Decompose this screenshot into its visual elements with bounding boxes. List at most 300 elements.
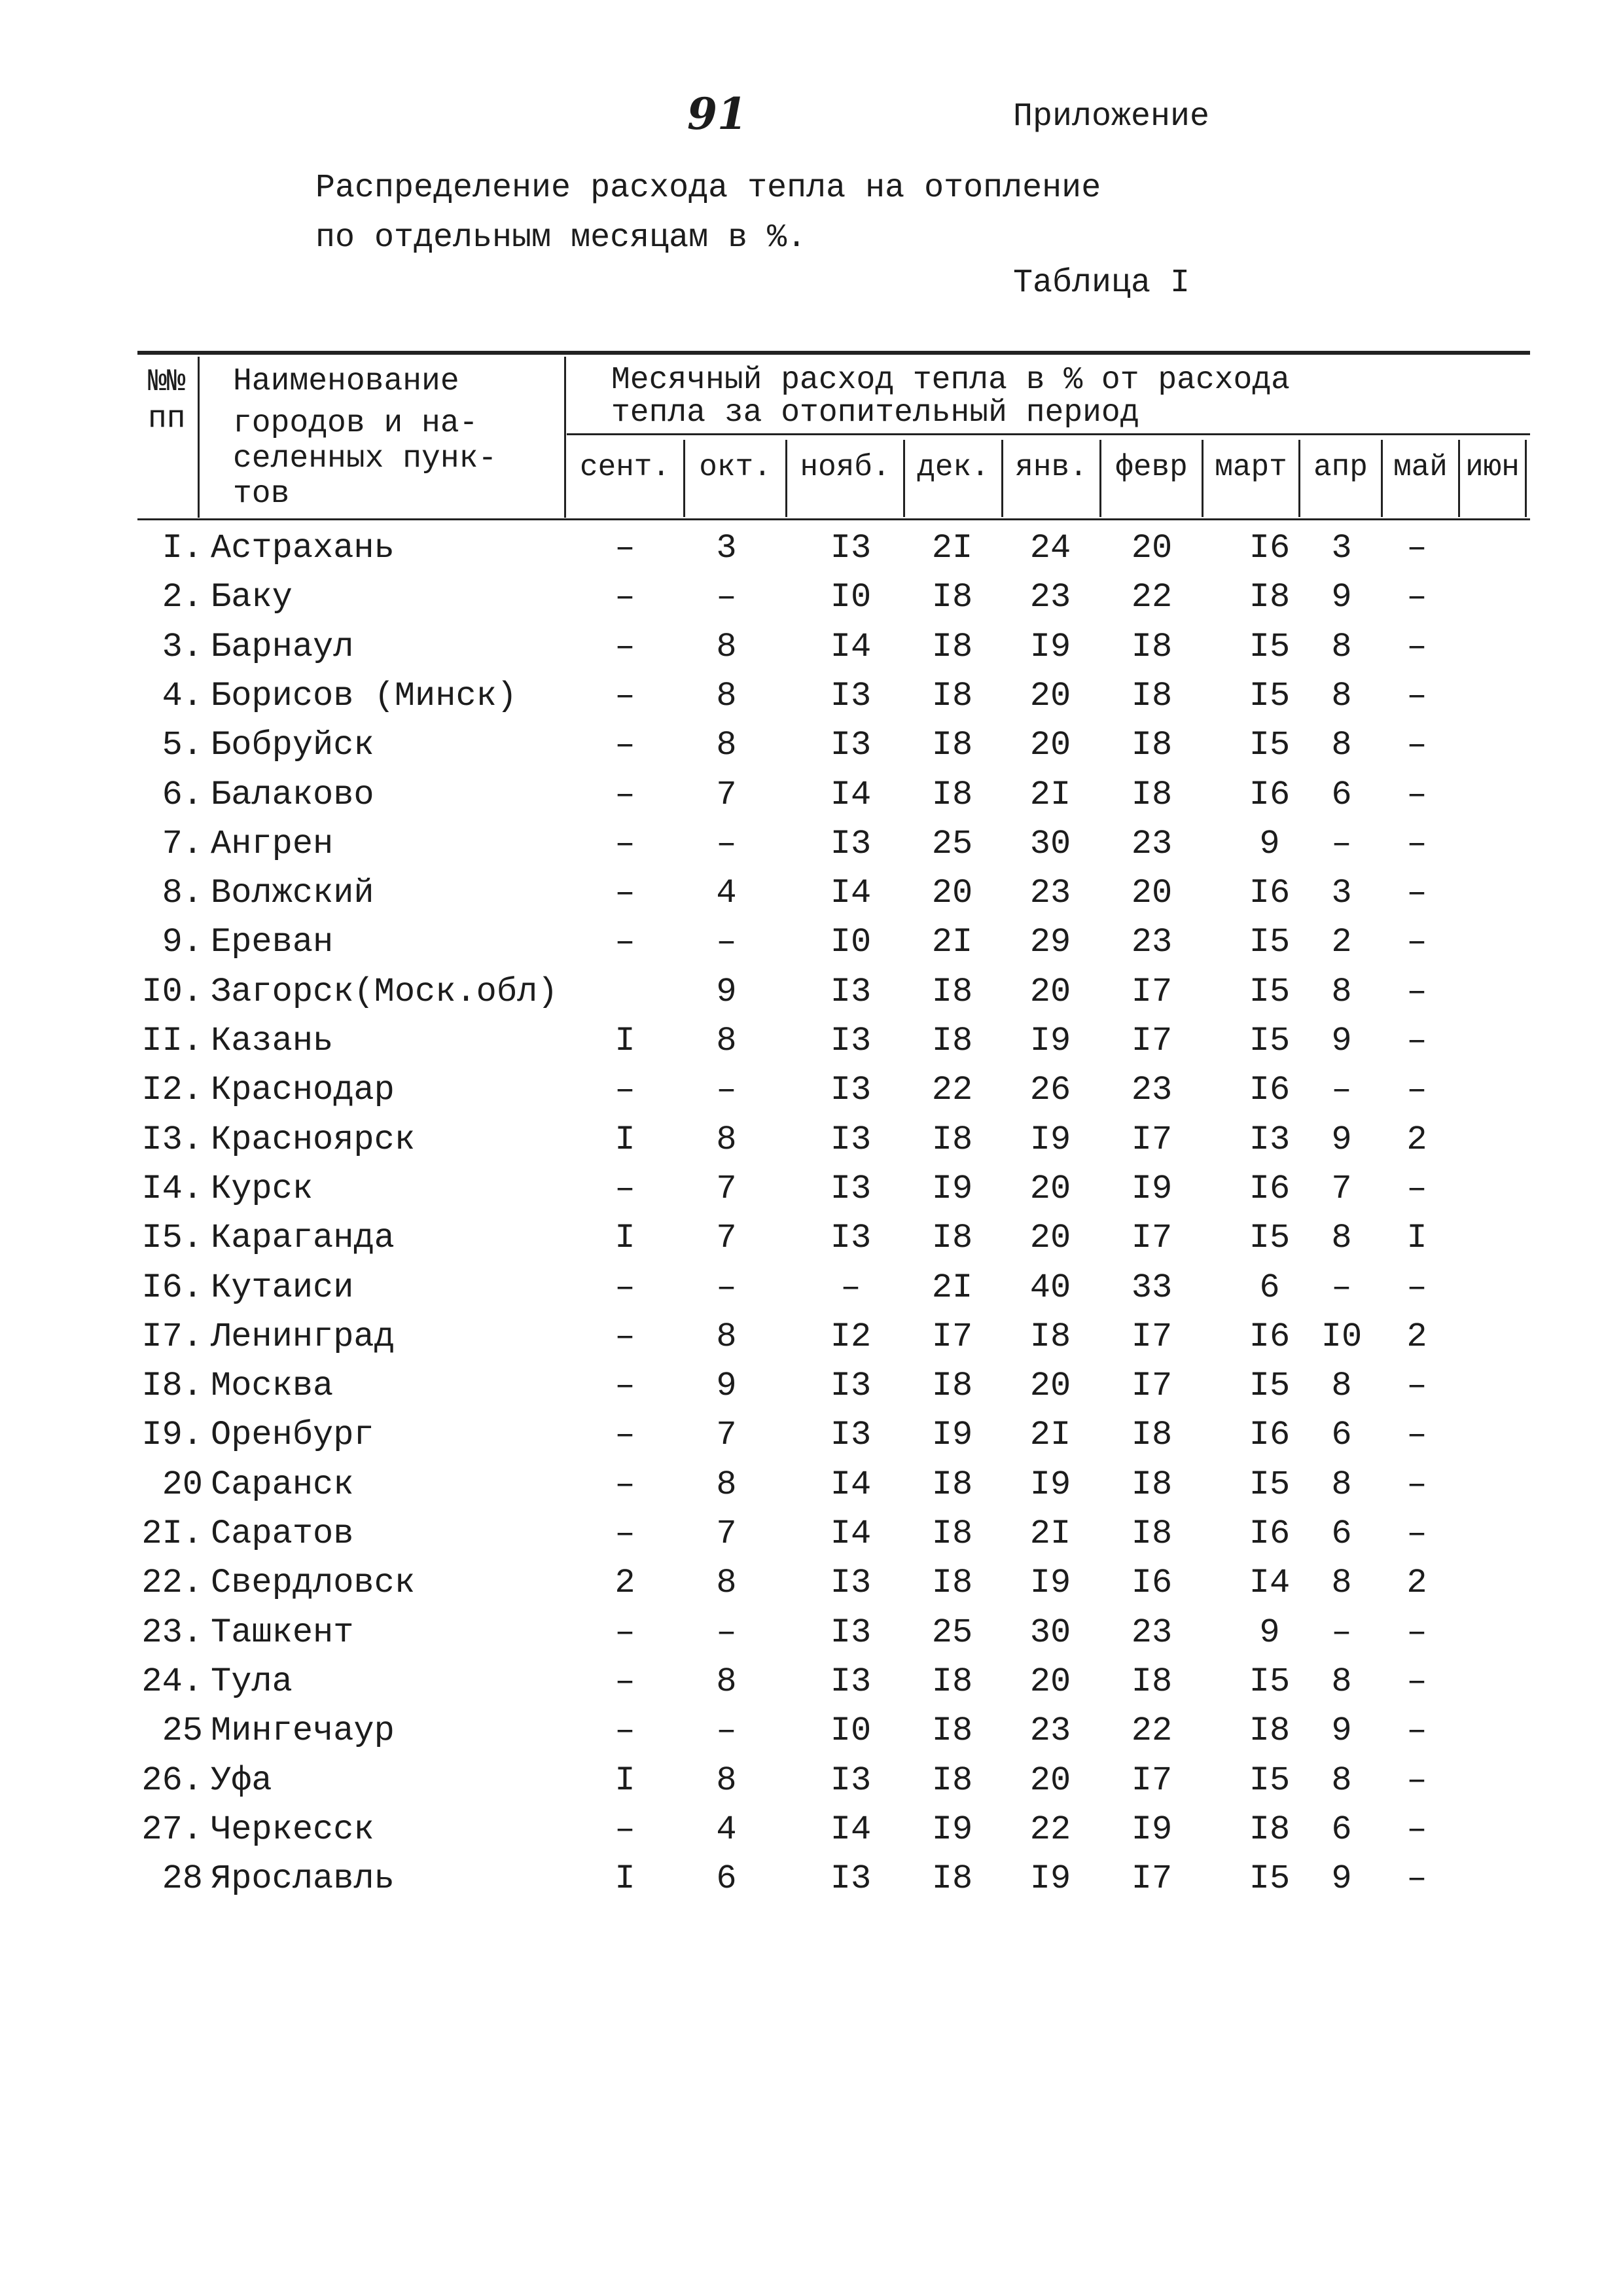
cell-sep: – (615, 1268, 635, 1307)
cell-apr: – (1331, 1268, 1352, 1307)
cell-apr: 8 (1331, 1662, 1352, 1701)
cell-apr: 3 (1331, 874, 1352, 913)
cell-oct: 7 (716, 775, 737, 814)
cell-dec: I8 (931, 1515, 973, 1553)
cell-jan: 2I (1029, 1515, 1071, 1553)
cell-feb: 22 (1131, 1712, 1173, 1751)
cell-dec: I8 (931, 1367, 973, 1406)
cell-mar: I6 (1249, 775, 1291, 814)
cell-apr: – (1331, 1613, 1352, 1652)
cell-sep: – (615, 627, 635, 666)
row-city: Загорск(Моск.обл) (211, 972, 558, 1011)
cell-mar: I6 (1249, 1515, 1291, 1553)
row-number: I4. (141, 1169, 203, 1208)
cell-sep: I (615, 1022, 635, 1060)
cell-apr: 3 (1331, 529, 1352, 567)
num-column-divider (198, 357, 200, 518)
title-line-2: по отдельным месяцам в %. (315, 219, 807, 257)
cell-oct: 8 (716, 1465, 737, 1504)
cell-sep: – (615, 1169, 635, 1208)
cell-feb: 23 (1131, 923, 1173, 962)
cell-oct: 8 (716, 726, 737, 765)
row-city: Ангрен (211, 824, 334, 863)
cell-nov: I4 (830, 775, 872, 814)
cell-jan: 20 (1029, 1219, 1071, 1258)
cell-feb: I7 (1131, 1120, 1173, 1159)
cell-feb: I8 (1131, 1416, 1173, 1455)
cell-oct: – (716, 1613, 737, 1652)
table-row (0, 869, 1623, 918)
cell-may: – (1406, 1367, 1427, 1406)
cell-may: – (1406, 1416, 1427, 1455)
cell-oct: 9 (716, 972, 737, 1011)
table-row (0, 1263, 1623, 1312)
cell-mar: I5 (1249, 1022, 1291, 1060)
cell-apr: 6 (1331, 1810, 1352, 1849)
cell-nov: I3 (830, 676, 872, 715)
cell-apr: 2 (1331, 923, 1352, 962)
table-row (0, 1756, 1623, 1805)
cell-sep: – (615, 1515, 635, 1553)
cell-feb: I8 (1131, 676, 1173, 715)
cell-nov: I3 (830, 1613, 872, 1652)
cell-oct: – (716, 578, 737, 617)
row-number: 4. (162, 676, 203, 715)
cell-mar: I3 (1249, 1120, 1291, 1159)
cell-mar: I6 (1249, 529, 1291, 567)
cell-nov: I3 (830, 1662, 872, 1701)
cell-jan: I9 (1029, 627, 1071, 666)
cell-jan: 26 (1029, 1071, 1071, 1110)
cell-jan: I9 (1029, 1465, 1071, 1504)
row-city: Краснодар (211, 1071, 395, 1110)
cell-nov: I3 (830, 529, 872, 567)
cell-may: – (1406, 627, 1427, 666)
cell-oct: 3 (716, 529, 737, 567)
table-row (0, 1066, 1623, 1115)
cell-feb: I7 (1131, 1859, 1173, 1899)
cell-apr: 8 (1331, 972, 1352, 1011)
cell-dec: I8 (931, 775, 973, 814)
cell-nov: I2 (830, 1317, 872, 1356)
cell-dec: 2I (931, 1268, 973, 1307)
row-city: Ташкент (211, 1613, 354, 1652)
month-header-nov: нояб. (800, 450, 891, 484)
cell-nov: I3 (830, 1564, 872, 1603)
cell-nov: I4 (830, 1465, 872, 1504)
header-group (611, 364, 1290, 429)
cell-jan: 23 (1029, 874, 1071, 913)
row-city: Оренбург (211, 1416, 374, 1455)
cell-dec: I8 (931, 1022, 973, 1060)
cell-oct: 8 (716, 1022, 737, 1060)
cell-dec: I8 (931, 1219, 973, 1258)
cell-dec: 22 (931, 1071, 973, 1110)
row-city: Казань (211, 1022, 334, 1060)
cell-may: – (1406, 1268, 1427, 1307)
cell-may: – (1406, 1761, 1427, 1800)
table-row (0, 1164, 1623, 1213)
cell-oct: – (716, 1712, 737, 1751)
table-row (0, 1657, 1623, 1706)
cell-jan: 20 (1029, 1662, 1071, 1701)
month-header-dec: дек. (917, 450, 990, 484)
cell-oct: 8 (716, 1120, 737, 1159)
table-right-edge (1525, 440, 1527, 517)
month-header-jan: янв. (1015, 450, 1088, 484)
cell-apr: 9 (1331, 1712, 1352, 1751)
table-row (0, 672, 1623, 721)
document-title (315, 164, 1101, 263)
row-city: Тула (211, 1662, 293, 1701)
row-number: 2I. (141, 1515, 203, 1553)
row-number: 3. (162, 627, 203, 666)
cell-sep: – (615, 1367, 635, 1406)
cell-nov: I3 (830, 726, 872, 765)
cell-apr: 8 (1331, 676, 1352, 715)
cell-nov: I3 (830, 824, 872, 863)
row-city: Астрахань (211, 529, 395, 567)
cell-jan: I9 (1029, 1022, 1071, 1060)
row-number: I8. (141, 1367, 203, 1406)
name-column-divider (564, 357, 566, 518)
cell-sep: I (615, 1859, 635, 1899)
cell-apr: 8 (1331, 1761, 1352, 1800)
cell-apr: 8 (1331, 1564, 1352, 1603)
cell-dec: I8 (931, 726, 973, 765)
cell-apr: 7 (1331, 1169, 1352, 1208)
cell-may: – (1406, 1613, 1427, 1652)
cell-dec: 2I (931, 923, 973, 962)
table-row (0, 1115, 1623, 1164)
cell-sep: – (615, 1465, 635, 1504)
cell-jan: 24 (1029, 529, 1071, 567)
row-number: 26. (141, 1761, 203, 1800)
row-number: 25 (162, 1712, 203, 1751)
cell-sep: I (615, 1761, 635, 1800)
cell-jan: 23 (1029, 1712, 1071, 1751)
row-number: I9. (141, 1416, 203, 1455)
cell-may: – (1406, 1022, 1427, 1060)
month-header-sep: сент. (579, 450, 671, 484)
cell-apr: 8 (1331, 1465, 1352, 1504)
cell-dec: 25 (931, 824, 973, 863)
cell-nov: I3 (830, 1071, 872, 1110)
cell-feb: 33 (1131, 1268, 1173, 1307)
table-row (0, 967, 1623, 1016)
cell-sep: – (615, 676, 635, 715)
cell-nov: I0 (830, 1712, 872, 1751)
header-name-line: городов и на- (233, 406, 478, 441)
title-line-1: Распределение расхода тепла на отопление (315, 170, 1101, 207)
cell-jan: 20 (1029, 676, 1071, 715)
row-city: Баку (211, 578, 293, 617)
cell-nov: I4 (830, 1515, 872, 1553)
cell-mar: I8 (1249, 578, 1291, 617)
cell-jan: 22 (1029, 1810, 1071, 1849)
row-city: Кутаиси (211, 1268, 354, 1307)
cell-jan: 20 (1029, 1761, 1071, 1800)
table-row (0, 1361, 1623, 1410)
cell-apr: 8 (1331, 1219, 1352, 1258)
cell-may: – (1406, 1859, 1427, 1899)
cell-mar: I5 (1249, 972, 1291, 1011)
cell-sep: – (615, 1810, 635, 1849)
cell-feb: 20 (1131, 874, 1173, 913)
cell-sep: I (615, 1219, 635, 1258)
header-bottom-rule (137, 518, 1530, 520)
table-row (0, 1312, 1623, 1361)
row-number: 20 (162, 1465, 203, 1504)
row-number: 9. (162, 923, 203, 962)
cell-oct: 7 (716, 1169, 737, 1208)
cell-feb: I7 (1131, 1317, 1173, 1356)
cell-mar: I5 (1249, 726, 1291, 765)
cell-nov: I3 (830, 1022, 872, 1060)
cell-apr: 9 (1331, 1022, 1352, 1060)
month-header-may: май (1393, 450, 1448, 484)
row-number: 24. (141, 1662, 203, 1701)
cell-dec: I8 (931, 676, 973, 715)
table-row (0, 1410, 1623, 1460)
cell-oct: – (716, 1268, 737, 1307)
cell-may: – (1406, 1169, 1427, 1208)
cell-apr: 6 (1331, 1515, 1352, 1553)
cell-jan: 20 (1029, 1169, 1071, 1208)
table-row (0, 770, 1623, 819)
row-city: Ереван (211, 923, 334, 962)
table-row (0, 721, 1623, 770)
cell-oct: 8 (716, 676, 737, 715)
row-city: Караганда (211, 1219, 395, 1258)
cell-nov: I4 (830, 1810, 872, 1849)
cell-mar: I6 (1249, 1416, 1291, 1455)
cell-feb: I8 (1131, 627, 1173, 666)
table-row (0, 524, 1623, 573)
row-city: Бобруйск (211, 726, 374, 765)
header-num (148, 364, 186, 437)
cell-nov: – (840, 1268, 861, 1307)
cell-feb: 22 (1131, 578, 1173, 617)
cell-oct: 8 (716, 1761, 737, 1800)
cell-oct: 8 (716, 1317, 737, 1356)
cell-jan: 2I (1029, 1416, 1071, 1455)
appendix-label: Приложение (1013, 98, 1210, 135)
row-number: II. (141, 1022, 203, 1060)
table-row (0, 1509, 1623, 1558)
cell-oct: 6 (716, 1859, 737, 1899)
cell-feb: 23 (1131, 824, 1173, 863)
header-name-line: селенных пунк- (233, 441, 497, 476)
cell-sep: – (615, 578, 635, 617)
cell-feb: I8 (1131, 1662, 1173, 1701)
cell-feb: 23 (1131, 1613, 1173, 1652)
row-number: 5. (162, 726, 203, 765)
row-city: Борисов (Минск) (211, 676, 518, 715)
cell-jan: I9 (1029, 1859, 1071, 1899)
cell-apr: I0 (1321, 1317, 1363, 1356)
cell-dec: 2I (931, 529, 973, 567)
table-row (0, 918, 1623, 967)
cell-sep: – (615, 529, 635, 567)
cell-nov: I3 (830, 972, 872, 1011)
cell-mar: I5 (1249, 1761, 1291, 1800)
cell-may: – (1406, 824, 1427, 863)
row-city: Курск (211, 1169, 313, 1208)
row-number: 7. (162, 824, 203, 863)
cell-may: – (1406, 1071, 1427, 1110)
month-header-feb: февр (1115, 450, 1188, 484)
row-number: I5. (141, 1219, 203, 1258)
cell-jan: 30 (1029, 1613, 1071, 1652)
table-row (0, 1016, 1623, 1066)
table-row (0, 1608, 1623, 1657)
cell-nov: I4 (830, 627, 872, 666)
page-number: 91 (687, 88, 747, 139)
cell-nov: I3 (830, 1120, 872, 1159)
cell-nov: I3 (830, 1367, 872, 1406)
header-group-line: Месячный расход тепла в % от расхода (611, 363, 1290, 398)
cell-mar: I6 (1249, 1071, 1291, 1110)
cell-nov: I3 (830, 1169, 872, 1208)
cell-jan: 20 (1029, 972, 1071, 1011)
table-label: Таблица I (1013, 264, 1190, 302)
cell-feb: I8 (1131, 1515, 1173, 1553)
table-row (0, 1706, 1623, 1755)
cell-dec: I8 (931, 972, 973, 1011)
cell-mar: I5 (1249, 627, 1291, 666)
cell-apr: – (1331, 824, 1352, 863)
cell-sep: – (615, 1613, 635, 1652)
cell-mar: 9 (1259, 1613, 1280, 1652)
cell-feb: I7 (1131, 1219, 1173, 1258)
table-top-rule (137, 351, 1530, 355)
cell-mar: I5 (1249, 1465, 1291, 1504)
cell-sep: – (615, 775, 635, 814)
cell-may: – (1406, 1465, 1427, 1504)
cell-apr: – (1331, 1071, 1352, 1110)
header-group-rule (567, 433, 1530, 435)
cell-jan: 20 (1029, 726, 1071, 765)
cell-feb: I8 (1131, 775, 1173, 814)
cell-may: 2 (1406, 1564, 1427, 1603)
cell-oct: 4 (716, 874, 737, 913)
cell-oct: 7 (716, 1219, 737, 1258)
header-group-line: тепла за отопительный период (611, 395, 1139, 431)
cell-oct: – (716, 1071, 737, 1110)
table-row (0, 1460, 1623, 1509)
table-row (0, 1854, 1623, 1903)
cell-mar: I6 (1249, 1317, 1291, 1356)
cell-jan: 40 (1029, 1268, 1071, 1307)
month-header-apr: апр (1313, 450, 1368, 484)
table-row (0, 1213, 1623, 1263)
cell-mar: I5 (1249, 923, 1291, 962)
cell-feb: I9 (1131, 1810, 1173, 1849)
cell-mar: I6 (1249, 874, 1291, 913)
cell-dec: I8 (931, 1859, 973, 1899)
row-number: I. (162, 529, 203, 567)
cell-sep: – (615, 726, 635, 765)
cell-may: – (1406, 726, 1427, 765)
cell-may: – (1406, 775, 1427, 814)
row-number: 23. (141, 1613, 203, 1652)
cell-oct: – (716, 923, 737, 962)
cell-feb: I8 (1131, 726, 1173, 765)
header-num-line: пп (148, 401, 186, 437)
table-row (0, 819, 1623, 869)
cell-sep: – (615, 923, 635, 962)
cell-may: – (1406, 1662, 1427, 1701)
row-number: I0. (141, 972, 203, 1011)
cell-dec: I8 (931, 1564, 973, 1603)
header-name-line: тов (233, 476, 290, 512)
row-number: 27. (141, 1810, 203, 1849)
cell-apr: 9 (1331, 1120, 1352, 1159)
cell-nov: I3 (830, 1761, 872, 1800)
cell-sep: – (615, 1317, 635, 1356)
cell-may: – (1406, 1712, 1427, 1751)
cell-nov: I3 (830, 1416, 872, 1455)
row-number: 2. (162, 578, 203, 617)
cell-oct: 7 (716, 1416, 737, 1455)
cell-jan: 29 (1029, 923, 1071, 962)
cell-mar: 6 (1259, 1268, 1280, 1307)
cell-sep: – (615, 1416, 635, 1455)
cell-sep: – (615, 1071, 635, 1110)
cell-may: – (1406, 529, 1427, 567)
month-header-mar: март (1215, 450, 1287, 484)
row-city: Москва (211, 1367, 334, 1406)
row-city: Красноярск (211, 1120, 416, 1159)
cell-mar: I5 (1249, 1859, 1291, 1899)
cell-oct: – (716, 824, 737, 863)
row-city: Саранск (211, 1465, 354, 1504)
cell-may: I (1406, 1219, 1427, 1258)
cell-mar: I8 (1249, 1810, 1291, 1849)
cell-sep: I (615, 1120, 635, 1159)
cell-may: – (1406, 1810, 1427, 1849)
cell-may: – (1406, 923, 1427, 962)
row-city: Ярославль (211, 1859, 395, 1899)
row-number: I3. (141, 1120, 203, 1159)
cell-may: – (1406, 1515, 1427, 1553)
cell-sep: – (615, 1662, 635, 1701)
row-city: Мингечаур (211, 1712, 395, 1751)
row-city: Черкесск (211, 1810, 374, 1849)
cell-feb: I7 (1131, 1367, 1173, 1406)
cell-dec: I8 (931, 1120, 973, 1159)
cell-may: – (1406, 676, 1427, 715)
cell-oct: 9 (716, 1367, 737, 1406)
cell-mar: I5 (1249, 1662, 1291, 1701)
header-name-line: Наименование (233, 364, 459, 399)
cell-sep: – (615, 1712, 635, 1751)
cell-may: 2 (1406, 1120, 1427, 1159)
cell-nov: I3 (830, 1859, 872, 1899)
cell-feb: I7 (1131, 1022, 1173, 1060)
row-city: Свердловск (211, 1564, 416, 1603)
cell-apr: 6 (1331, 1416, 1352, 1455)
cell-mar: I5 (1249, 1219, 1291, 1258)
cell-jan: 23 (1029, 578, 1071, 617)
cell-mar: I8 (1249, 1712, 1291, 1751)
month-header-oct: окт. (699, 450, 772, 484)
cell-oct: 4 (716, 1810, 737, 1849)
cell-dec: I8 (931, 627, 973, 666)
cell-dec: I8 (931, 1465, 973, 1504)
cell-oct: 8 (716, 1662, 737, 1701)
